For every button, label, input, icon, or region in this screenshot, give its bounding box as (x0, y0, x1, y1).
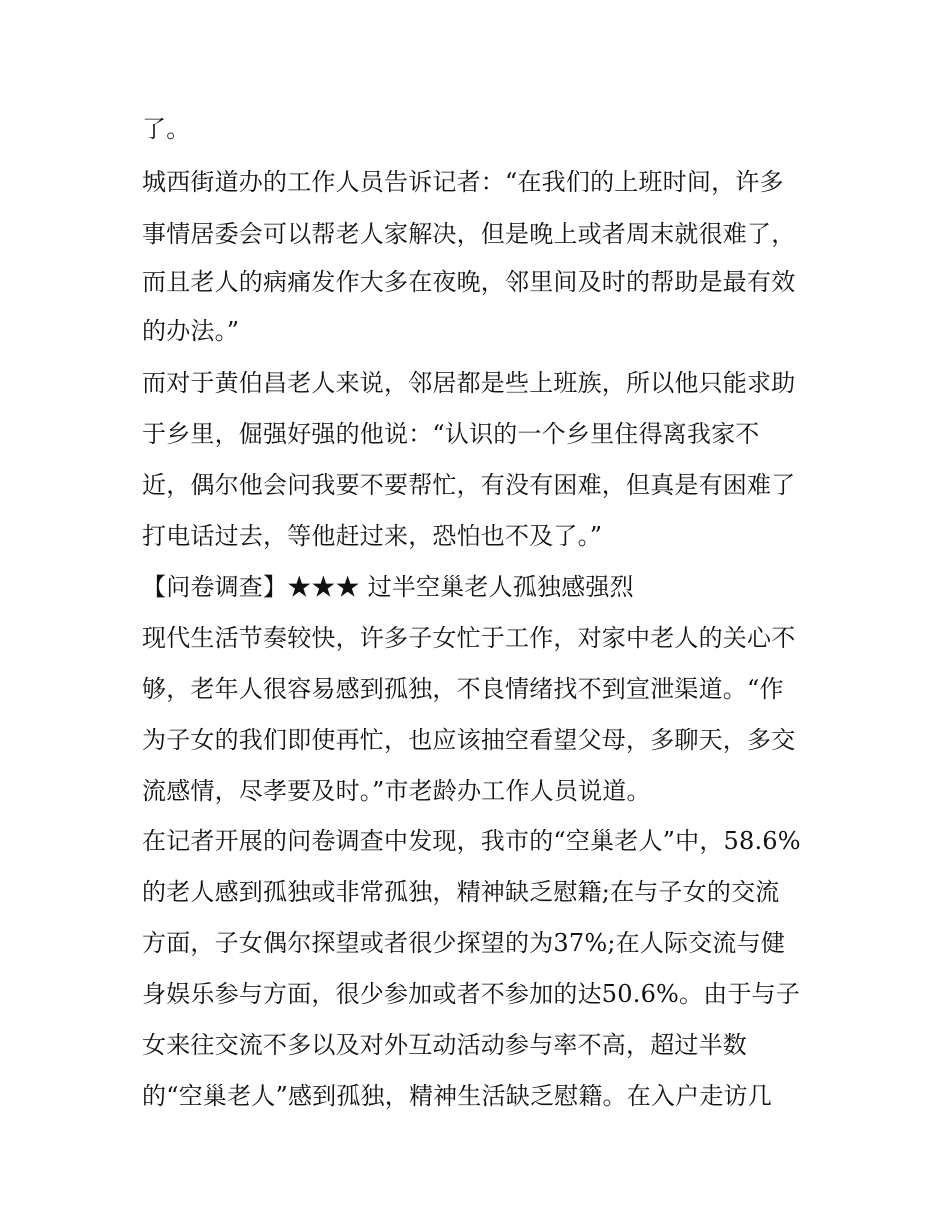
paragraph-line: 的办法。” (142, 317, 240, 345)
paragraph-line: 方面，子女偶尔探望或者很少探望的为37%;在人际交流与健 (142, 929, 786, 957)
paragraph-line: 近，偶尔他会问我要不要帮忙，有没有困难，但真是有困难了 (142, 471, 796, 499)
paragraph-line: 为子女的我们即使再忙，也应该抽空看望父母，多聊天，多交 (142, 726, 796, 754)
paragraph-line: 的老人感到孤独或非常孤独，精神缺乏慰籍;在与子女的交流 (142, 878, 780, 906)
paragraph-line: 在记者开展的问卷调查中发现，我市的“空巢老人”中，58.6% (142, 827, 801, 855)
paragraph-line: 事情居委会可以帮老人家解决，但是晚上或者周末就很难了， (142, 220, 796, 248)
section-heading: 【问卷调查】★★★ 过半空巢老人孤独感强烈 (142, 573, 634, 601)
paragraph-line: 身娱乐参与方面，很少参加或者不参加的达50.6%。由于与子 (142, 980, 801, 1008)
paragraph-line: 而对于黄伯昌老人来说，邻居都是些上班族，所以他只能求助 (142, 369, 796, 397)
paragraph-line: 城西街道办的工作人员告诉记者：“在我们的上班时间，许多 (142, 168, 784, 196)
paragraph-line: 够，老年人很容易感到孤独，不良情绪找不到宣泄渠道。“作 (142, 675, 784, 703)
paragraph-line: 的“空巢老人”感到孤独，精神生活缺乏慰籍。在入户走访几 (142, 1082, 772, 1110)
paragraph-line: 流感情，尽孝要及时。”市老龄办工作人员说道。 (142, 777, 651, 805)
paragraph-line: 女来往交流不多以及对外互动活动参与率不高，超过半数 (142, 1031, 747, 1059)
paragraph-line: 于乡里，倔强好强的他说：“认识的一个乡里住得离我家不 (142, 420, 760, 448)
paragraph-line: 打电话过去，等他赶过来，恐怕也不及了。” (142, 522, 603, 550)
paragraph-line: 现代生活节奏较快，许多子女忙于工作，对家中老人的关心不 (142, 624, 796, 652)
paragraph-line: 而且老人的病痛发作大多在夜晚，邻里间及时的帮助是最有效 (142, 268, 796, 296)
paragraph-line: 了。 (142, 115, 191, 143)
